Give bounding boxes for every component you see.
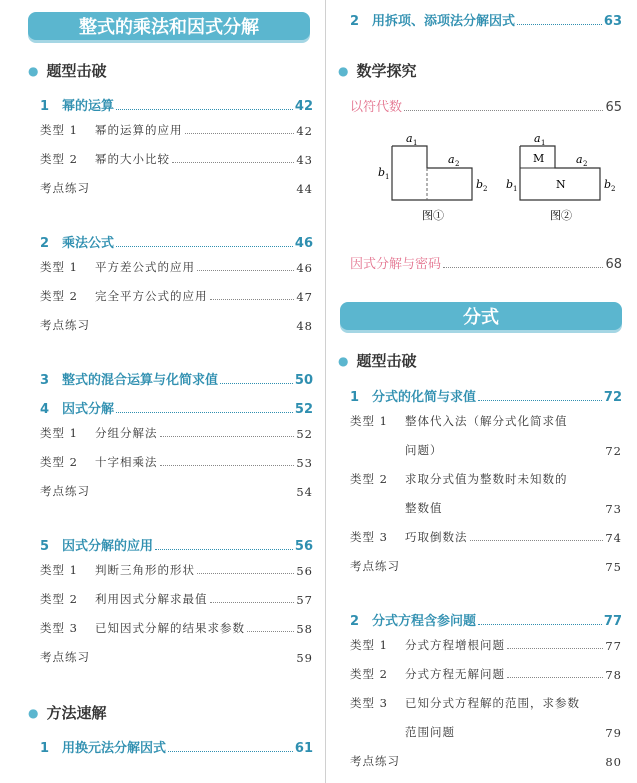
toc-item[interactable]: 类型 2 十字相乘法 53 — [40, 455, 313, 470]
svg-text:a: a — [576, 153, 583, 166]
section-heading: ● 题型击破 — [338, 352, 417, 370]
svg-text:b: b — [506, 178, 514, 191]
toc-item[interactable]: 考点练习 75 — [350, 559, 622, 574]
figure-1 — [378, 132, 487, 222]
toc-item[interactable]: 类型 1 分组分解法 52 — [40, 426, 313, 441]
bullet-icon: ● — [338, 63, 349, 78]
toc-item[interactable]: 类型 3 巧取倒数法 74 — [350, 530, 622, 545]
toc-item[interactable]: 类型 2 完全平方公式的应用 47 — [40, 289, 313, 304]
svg-text:1: 1 — [513, 185, 518, 193]
svg-text:a: a — [406, 132, 413, 145]
toc-chapter[interactable]: 5 因式分解的应用 56 — [40, 539, 313, 554]
toc-chapter[interactable]: 1 用换元法分解因式 61 — [40, 741, 313, 756]
toc-item[interactable]: 考点练习 54 — [40, 484, 313, 499]
figure-2 — [506, 132, 615, 222]
toc-item[interactable]: 类型 2 幂的大小比较 43 — [40, 152, 313, 167]
toc-item[interactable]: 类型 1 判断三角形的形状 56 — [40, 563, 313, 578]
toc-item[interactable]: 类型 2 求取分式值为整数时未知数的 — [350, 472, 568, 486]
svg-text:b: b — [476, 178, 484, 191]
svg-text:a: a — [448, 153, 455, 166]
toc-explore-item[interactable]: 以符代数 65 — [350, 100, 622, 115]
toc-item[interactable]: 类型 1 平方差公式的应用 46 — [40, 260, 313, 275]
toc-chapter[interactable]: 2 用拆项、添项法分解因式 63 — [350, 14, 622, 29]
toc-item[interactable]: 类型 1 整体代入法（解分式化简求值 — [350, 414, 568, 428]
toc-chapter[interactable]: 2 乘法公式 46 — [40, 236, 313, 251]
leader-dots — [116, 109, 293, 110]
toc-explore-item[interactable]: 因式分解与密码 68 — [350, 257, 622, 272]
toc-item[interactable]: 类型 3 已知分式方程解的范围，求参数 — [350, 696, 580, 710]
toc-item-continued[interactable]: 问题） 72 — [405, 443, 622, 458]
section-heading: ● 方法速解 — [28, 704, 107, 722]
bullet-icon: ● — [28, 63, 39, 78]
chapter-banner-title: 整式的乘法和因式分解 — [79, 17, 259, 38]
section-heading: ● 数学探究 — [338, 62, 417, 80]
toc-item-continued[interactable]: 整数值 73 — [405, 501, 622, 516]
svg-text:N: N — [556, 178, 566, 191]
toc-chapter[interactable]: 3 整式的混合运算与化简求值 50 — [40, 373, 313, 388]
bullet-icon: ● — [338, 353, 349, 368]
chapter-banner-title: 分式 — [463, 307, 499, 328]
toc-chapter[interactable]: 2 分式方程含参问题 77 — [350, 614, 622, 629]
section-heading: ● 题型击破 — [28, 62, 107, 80]
bullet-icon: ● — [28, 705, 39, 720]
toc-item-continued[interactable]: 范围问题 79 — [405, 725, 622, 740]
svg-text:2: 2 — [583, 160, 588, 168]
chapter-banner-polynomial — [28, 12, 310, 40]
svg-text:b: b — [378, 166, 386, 179]
svg-text:1: 1 — [413, 139, 418, 147]
toc-chapter[interactable]: 1 幂的运算 42 — [40, 99, 313, 114]
svg-text:M: M — [533, 152, 545, 165]
toc-item[interactable]: 类型 2 分式方程无解问题 78 — [350, 667, 622, 682]
toc-item[interactable]: 考点练习 59 — [40, 650, 313, 665]
toc-chapter[interactable]: 1 分式的化简与求值 72 — [350, 390, 622, 405]
toc-chapter[interactable]: 4 因式分解 52 — [40, 402, 313, 417]
figure-2-caption: 图② — [550, 209, 572, 222]
factoring-figures — [372, 128, 622, 228]
svg-text:a: a — [534, 132, 541, 145]
toc-item[interactable]: 类型 2 利用因式分解求最值 57 — [40, 592, 313, 607]
toc-item[interactable]: 类型 3 已知因式分解的结果求参数 58 — [40, 621, 313, 636]
toc-item[interactable]: 考点练习 48 — [40, 318, 313, 333]
svg-text:b: b — [604, 178, 612, 191]
toc-item[interactable]: 类型 1 幂的运算的应用 42 — [40, 123, 313, 138]
figure-1-caption: 图① — [422, 209, 444, 222]
svg-text:1: 1 — [385, 173, 390, 181]
svg-text:2: 2 — [483, 185, 488, 193]
svg-text:2: 2 — [455, 160, 460, 168]
toc-item[interactable]: 考点练习 80 — [350, 754, 622, 769]
toc-item[interactable]: 考点练习 44 — [40, 181, 313, 196]
svg-text:1: 1 — [541, 139, 546, 147]
toc-item[interactable]: 类型 1 分式方程增根问题 77 — [350, 638, 622, 653]
column-divider — [325, 0, 326, 783]
svg-text:2: 2 — [611, 185, 616, 193]
chapter-banner-fraction — [340, 302, 622, 330]
